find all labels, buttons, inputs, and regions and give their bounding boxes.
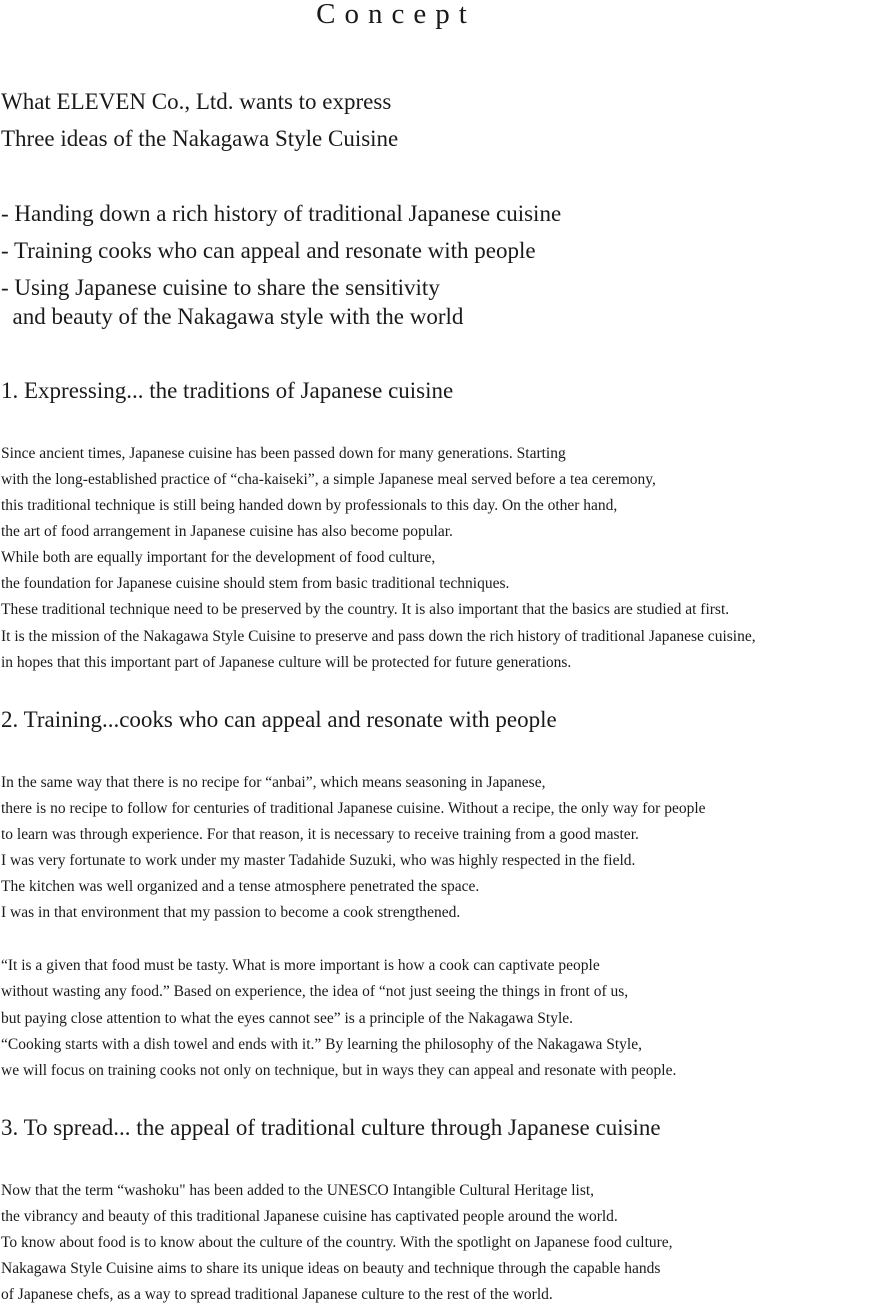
section-2-line: The kitchen was well organized and a tense atmosphere penetrated the space. — [1, 878, 480, 895]
section-2-quote-line: we will focus on training cooks not only on technique, but in ways they can appeal and resonate with people. — [1, 1062, 677, 1079]
section-1-line: with the long-established practice of “cha-kaiseki”, a simple Japanese meal served before a tea ceremony, — [1, 471, 656, 488]
section-1-line: While both are equally important for the development of food culture, — [1, 549, 436, 566]
section-3-line: To know about food is to know about the culture of the country. With the spotlight on Japanese food culture, — [1, 1234, 673, 1251]
idea-item-1: - Handing down a rich history of traditional Japanese cuisine — [1, 201, 562, 226]
section-2-line: to learn was through experience. For that reason, it is necessary to receive training from a good master. — [1, 826, 639, 843]
idea-item-3-line-1: - Using Japanese cuisine to share the sensitivity — [1, 275, 440, 300]
section-3-line: Nakagawa Style Cuisine aims to share its unique ideas on beauty and technique through the capable hands — [1, 1260, 661, 1277]
section-2-line: there is no recipe to follow for centuries of traditional Japanese cuisine. Without a recipe, the only way for people — [1, 800, 706, 817]
section-1-heading: 1. Expressing... the traditions of Japanese cuisine — [1, 378, 454, 403]
section-1-line: These traditional technique need to be preserved by the country. It is also important that the basics are studied at first. — [1, 601, 730, 618]
section-2-quote-line: without wasting any food.” Based on experience, the idea of “not just seeing the things in front of us, — [1, 983, 629, 1000]
section-2-quote-line: but paying close attention to what the eyes cannot see” is a principle of the Nakagawa Style. — [1, 1010, 574, 1027]
idea-item-2: - Training cooks who can appeal and resonate with people — [1, 238, 536, 263]
section-1-line: It is the mission of the Nakagawa Style Cuisine to preserve and pass down the rich history of traditional Japanese cuisine, — [1, 628, 756, 645]
section-1-line: this traditional technique is still being handed down by professionals to this day. On the other hand, — [1, 497, 618, 514]
section-1-line: in hopes that this important part of Japanese culture will be protected for future generations. — [1, 654, 572, 671]
section-2-line: I was very fortunate to work under my master Tadahide Suzuki, who was highly respected in the field. — [1, 852, 636, 869]
section-2-quote-line: “It is a given that food must be tasty. What is more important is how a cook can captivate people — [1, 957, 600, 974]
intro-line-2: Three ideas of the Nakagawa Style Cuisine — [1, 126, 399, 151]
intro-line-1: What ELEVEN Co., Ltd. wants to express — [1, 89, 392, 114]
section-1-line: the foundation for Japanese cuisine should stem from basic traditional techniques. — [1, 575, 510, 592]
section-2-heading: 2. Training...cooks who can appeal and resonate with people — [1, 707, 557, 732]
page-title: Concept — [316, 0, 476, 30]
section-3-line: Now that the term “washoku" has been added to the UNESCO Intangible Cultural Heritage list, — [1, 1182, 595, 1199]
section-3-line: of Japanese chefs, as a way to spread traditional Japanese culture to the rest of the world. — [1, 1286, 553, 1303]
section-1-line: Since ancient times, Japanese cuisine has been passed down for many generations. Starting — [1, 445, 566, 462]
section-2-line: In the same way that there is no recipe for “anbai”, which means seasoning in Japanese, — [1, 774, 546, 791]
section-2-line: I was in that environment that my passion to become a cook strengthened. — [1, 904, 461, 921]
section-1-line: the art of food arrangement in Japanese cuisine has also become popular. — [1, 523, 453, 540]
section-2-quote-line: “Cooking starts with a dish towel and ends with it.” By learning the philosophy of the Nakagawa Style, — [1, 1036, 642, 1053]
section-3-heading: 3. To spread... the appeal of traditional culture through Japanese cuisine — [1, 1115, 661, 1140]
section-3-line: the vibrancy and beauty of this traditional Japanese cuisine has captivated people around the world. — [1, 1208, 618, 1225]
idea-item-3-line-2: and beauty of the Nakagawa style with the world — [1, 304, 464, 329]
